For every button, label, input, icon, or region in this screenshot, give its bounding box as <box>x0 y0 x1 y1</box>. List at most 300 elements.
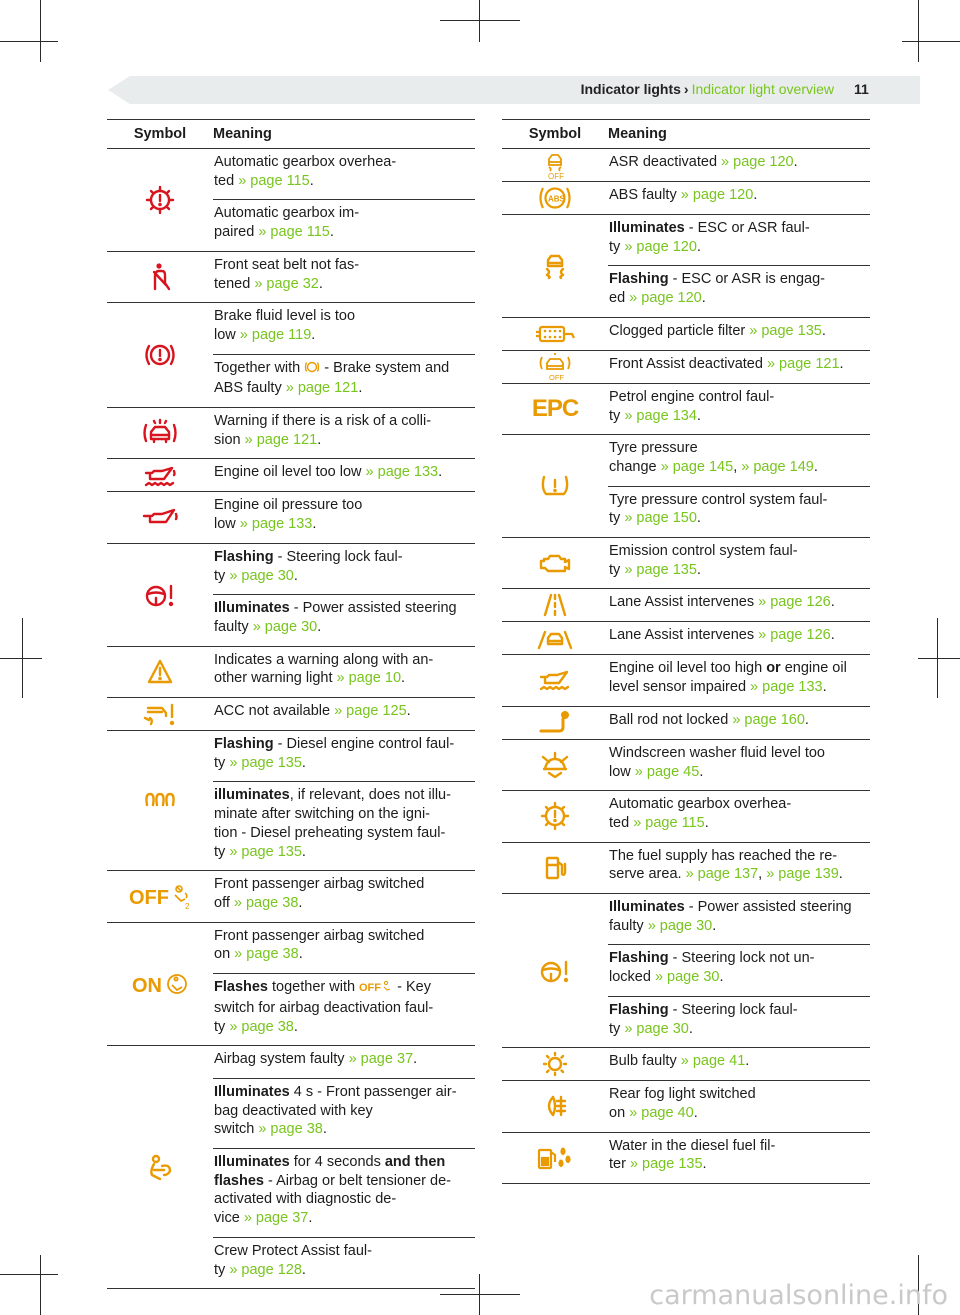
meaning-text <box>608 894 870 944</box>
page-reference-link[interactable]: » page 120 <box>624 238 697 255</box>
symbol-cell <box>502 740 608 790</box>
text-segment: Front passenger airbag switched off <box>214 876 425 911</box>
meaning-text <box>608 1081 870 1131</box>
page-reference-link[interactable]: » page 30 <box>229 567 294 584</box>
text-segment: . <box>793 154 798 170</box>
table-body <box>107 149 475 1289</box>
page-reference-link[interactable]: » page 37 <box>348 1051 414 1068</box>
symbol-cell <box>502 215 608 317</box>
symbol-cell <box>502 182 608 214</box>
text-segment: . <box>438 464 443 481</box>
text-segment: Bulb faulty <box>609 1053 681 1070</box>
meaning-text <box>213 149 475 199</box>
bold-text: Flashing <box>609 1001 669 1018</box>
text-segment: Clogged particle filter <box>609 322 750 339</box>
collision-warning-icon <box>140 417 180 449</box>
svg-text:OFF: OFF <box>359 982 382 994</box>
meaning-cell <box>213 544 475 646</box>
crop-mark <box>40 0 41 62</box>
oil-level-icon <box>140 459 180 491</box>
page-number: 11 <box>854 81 869 97</box>
text-segment: . <box>311 326 316 343</box>
breadcrumb-subsection[interactable]: Indicator light overview <box>691 81 834 97</box>
meaning-cell <box>213 149 475 251</box>
symbol-column-header: Symbol <box>528 126 582 142</box>
meaning-text <box>213 459 475 491</box>
page-reference-link[interactable]: » page 145 <box>660 458 734 475</box>
engine-check-icon <box>535 547 575 579</box>
text-segment: , <box>733 458 742 475</box>
text-segment: Tyre pressure control system faul- ty <box>609 491 828 527</box>
symbol-cell <box>502 1133 608 1183</box>
page-reference-link[interactable]: » page 41 <box>680 1053 746 1070</box>
page-reference-link[interactable]: » page 135 <box>624 561 697 578</box>
meaning-cell <box>608 149 870 181</box>
text-segment: Front Assist deactivated <box>609 355 767 372</box>
meaning-cell <box>213 459 475 491</box>
symbol-cell <box>107 303 213 407</box>
text-segment: , if relevant, does not illu- minate after switching on the igni- tion - Diesel preheating system faul- ty <box>214 787 451 860</box>
symbol-cell <box>502 589 608 621</box>
meaning-text <box>213 923 475 973</box>
page-reference-link[interactable]: » page 40 <box>629 1104 694 1121</box>
meaning-cell <box>608 215 870 317</box>
page-reference-link[interactable]: » page 139 <box>766 866 839 883</box>
abs-icon <box>535 182 575 214</box>
table-row <box>502 182 870 215</box>
page-reference-link[interactable]: » page 149 <box>741 458 814 475</box>
table-row <box>502 149 870 182</box>
text-segment: . <box>298 946 303 963</box>
table-row <box>107 871 475 922</box>
bulb-fault-icon <box>535 1048 575 1080</box>
text-segment: Tyre pressure change <box>609 440 698 475</box>
meaning-text <box>213 252 475 302</box>
text-segment: . <box>301 754 306 771</box>
text-segment: - Steering lock faul- ty <box>609 1001 798 1037</box>
page-reference-link[interactable]: » page 121 <box>285 380 359 397</box>
text-segment: . <box>753 187 758 203</box>
symbol-cell <box>107 492 213 542</box>
svg-text:OFF: OFF <box>548 172 564 181</box>
text-segment: , <box>758 866 767 883</box>
bold-text: Illuminates <box>214 1154 290 1171</box>
crop-mark <box>0 41 58 42</box>
meaning-cell <box>608 1081 870 1131</box>
gearbox-overheat-icon <box>140 184 180 216</box>
svg-text:ON: ON <box>132 974 162 997</box>
symbol-cell <box>107 871 213 921</box>
text-segment: . <box>293 567 298 584</box>
meaning-text <box>213 871 475 921</box>
steering-fault-icon <box>535 955 575 987</box>
bold-text: Illuminates <box>609 220 685 236</box>
airbag-on-icon <box>132 969 188 999</box>
meaning-text <box>608 791 870 841</box>
meaning-cell <box>608 843 870 893</box>
symbol-cell <box>107 408 213 458</box>
page-reference-link[interactable]: » page 10 <box>336 670 402 687</box>
meaning-cell <box>213 698 475 730</box>
airbag-fault-icon <box>140 1151 180 1183</box>
page-reference-link[interactable]: » page 30 <box>624 1020 689 1037</box>
meaning-text <box>213 408 475 458</box>
meaning-text <box>608 996 870 1047</box>
page-reference-link[interactable]: » page 120 <box>680 187 754 203</box>
meaning-text <box>608 944 870 995</box>
text-segment: . <box>696 407 701 424</box>
page-reference-link[interactable]: » page 126 <box>758 594 831 611</box>
page-reference-link[interactable]: » page 115 <box>258 224 330 241</box>
bold-text: or <box>766 660 781 677</box>
glow-plug-icon <box>140 785 180 817</box>
meaning-cell <box>608 740 870 790</box>
table-row <box>502 843 870 894</box>
text-segment: . <box>298 894 303 911</box>
text-segment: . <box>822 679 827 696</box>
text-segment: . <box>301 1261 306 1278</box>
text-segment: . <box>745 1053 750 1070</box>
crop-mark <box>0 1274 58 1275</box>
page-reference-link[interactable]: » page 135 <box>749 322 822 339</box>
table-row <box>107 149 475 252</box>
text-segment: - Brake system and ABS faulty <box>214 359 450 397</box>
symbol-cell <box>502 791 608 841</box>
table-row <box>107 647 475 698</box>
text-segment: Airbag system faulty <box>214 1051 349 1068</box>
symbol-cell <box>502 655 608 705</box>
symbol-cell <box>502 894 608 1047</box>
meaning-text <box>608 740 870 790</box>
symbol-cell <box>107 459 213 491</box>
text-segment: . <box>301 843 306 860</box>
meaning-text <box>608 351 870 383</box>
text-segment: . <box>813 458 818 475</box>
meaning-text <box>608 215 870 265</box>
warning-triangle-icon <box>140 656 180 688</box>
text-segment: . <box>838 866 843 883</box>
text-segment: . <box>688 1020 693 1037</box>
meaning-cell <box>608 1048 870 1080</box>
meaning-cell <box>213 923 475 1046</box>
text-segment: Engine oil level too high <box>609 660 767 677</box>
crop-mark <box>479 0 480 42</box>
page-reference-link[interactable]: » page 150 <box>624 510 697 527</box>
text-segment: . <box>318 275 323 292</box>
text-segment: Indicates a warning along with an- other warning light <box>214 651 434 687</box>
table-row <box>107 731 475 871</box>
page-reference-link[interactable]: » page 38 <box>233 894 299 911</box>
svg-text:2: 2 <box>185 902 190 912</box>
svg-text:OFF: OFF <box>549 372 564 382</box>
table-row <box>502 791 870 842</box>
table-row <box>107 252 475 303</box>
crop-mark <box>918 658 960 659</box>
text-segment: . <box>693 1104 698 1121</box>
page-reference-link[interactable]: » page 135 <box>629 1156 703 1173</box>
symbol-cell <box>502 384 608 434</box>
page-reference-link[interactable]: » page 32 <box>254 275 319 292</box>
abs-inline-icon <box>304 360 320 380</box>
text-segment: . <box>329 224 334 241</box>
meaning-cell <box>213 731 475 870</box>
symbol-cell <box>107 731 213 870</box>
meaning-column-header: Meaning <box>608 126 667 142</box>
meaning-cell <box>608 182 870 214</box>
page-reference-link[interactable]: » page 133 <box>239 516 313 533</box>
meaning-text <box>608 655 870 705</box>
meaning-text <box>213 1148 475 1237</box>
symbol-cell <box>502 843 608 893</box>
meaning-cell <box>608 589 870 621</box>
particle-filter-icon <box>532 318 578 350</box>
text-segment: . <box>830 594 835 611</box>
page-reference-link[interactable]: » page 30 <box>654 969 720 986</box>
text-segment: The fuel supply has reached the re- serve area. <box>609 847 838 883</box>
steering-fault-icon <box>140 579 180 611</box>
meaning-text <box>213 199 475 250</box>
text-segment: . <box>719 969 724 986</box>
meaning-text <box>213 781 475 870</box>
table-row <box>502 655 870 706</box>
text-segment: Automatic gearbox im- paired <box>214 205 360 241</box>
page-reference-link[interactable]: » page 30 <box>647 917 713 934</box>
page-reference-link[interactable]: » page 115 <box>633 814 705 831</box>
table-row <box>502 894 870 1048</box>
symbol-cell <box>107 698 213 730</box>
meaning-cell <box>608 791 870 841</box>
table-row <box>107 459 475 492</box>
washer-fluid-icon <box>535 749 575 781</box>
indicator-table-left <box>107 119 475 1289</box>
meaning-text <box>608 622 870 654</box>
bold-text: and then flashes <box>214 1154 446 1189</box>
page-reference-link[interactable]: » page 120 <box>721 154 794 170</box>
text-segment: together with <box>268 979 360 996</box>
text-segment: - Airbag or belt tensioner de- activated with diagnostic de- vice <box>214 1172 451 1227</box>
text-segment: Engine oil pressure too low <box>214 497 363 533</box>
text-segment: Emission control system faul- ty <box>609 543 798 578</box>
text-segment: - ESC or ASR faul- ty <box>609 220 810 255</box>
meaning-text <box>213 544 475 594</box>
table-row <box>502 318 870 351</box>
watermark: carmanualsonline.info <box>649 1280 948 1311</box>
meaning-cell <box>608 435 870 537</box>
lane-assist-icon <box>535 589 575 621</box>
text-segment: . <box>317 431 322 448</box>
text-segment: . <box>712 917 717 934</box>
text-segment: - Steering lock not un- locked <box>609 950 815 986</box>
symbol-cell <box>502 435 608 537</box>
airbag-off-icon <box>129 881 191 911</box>
text-segment: . <box>839 355 844 372</box>
breadcrumb-separator: › <box>683 81 689 97</box>
breadcrumb-section: Indicator lights <box>580 81 681 97</box>
text-segment: . <box>702 1156 707 1173</box>
meaning-cell <box>608 707 870 739</box>
page-reference-link[interactable]: » page 121 <box>766 355 840 372</box>
meaning-text <box>213 354 475 407</box>
table-row <box>107 303 475 408</box>
symbol-cell <box>502 318 608 350</box>
lane-assist-car-icon <box>535 622 575 654</box>
airbag-off-inline-icon <box>359 979 393 999</box>
crop-mark <box>440 20 520 21</box>
bold-text: Flashing <box>214 736 274 753</box>
page-reference-link[interactable]: » page 135 <box>229 843 302 860</box>
water-in-fuel-icon <box>533 1142 577 1174</box>
page-reference-link[interactable]: » page 120 <box>629 290 702 307</box>
table-row <box>502 1048 870 1081</box>
meaning-text <box>608 435 870 485</box>
page-reference-link[interactable]: » page 125 <box>334 703 407 720</box>
text-segment: . <box>701 290 706 307</box>
meaning-text <box>608 318 870 350</box>
table-row <box>502 1133 870 1184</box>
asr-off-icon <box>535 149 575 181</box>
page-reference-link[interactable]: » page 121 <box>244 431 318 448</box>
tow-bar-icon <box>535 707 575 739</box>
text-segment: Together with <box>214 359 305 376</box>
text-segment: Warning if there is a risk of a colli- sion <box>214 413 432 448</box>
meaning-text <box>608 538 870 588</box>
page-reference-link[interactable]: » page 30 <box>252 618 318 635</box>
table-row <box>502 622 870 655</box>
symbol-cell <box>502 351 608 383</box>
fuel-reserve-icon <box>535 852 575 884</box>
text-segment: . <box>293 1018 298 1035</box>
text-segment: - Diesel engine control faul- ty <box>214 736 455 771</box>
page-reference-link[interactable]: » page 126 <box>758 627 831 644</box>
svg-text:OFF: OFF <box>129 887 169 910</box>
table-row <box>502 740 870 791</box>
page-reference-link[interactable]: » page 115 <box>238 172 310 189</box>
page-reference-link[interactable]: » page 38 <box>258 1121 323 1138</box>
meaning-text <box>608 182 870 214</box>
table-row <box>502 351 870 384</box>
text-segment: . <box>317 618 322 635</box>
text-segment: . <box>358 380 363 397</box>
bold-text: Flashing <box>609 950 669 967</box>
table-row <box>107 923 475 1047</box>
bold-text: Illuminates <box>214 600 290 617</box>
rear-fog-icon <box>535 1090 575 1122</box>
brake-fluid-icon <box>140 339 180 371</box>
symbol-cell <box>107 923 213 1046</box>
page-reference-link[interactable]: » page 160 <box>732 711 805 728</box>
text-segment: Crew Protect Assist faul- ty <box>214 1242 372 1278</box>
meaning-cell <box>213 647 475 697</box>
page-reference-link[interactable]: » page 137 <box>685 866 759 883</box>
text-segment: Water in the diesel fuel fil- ter <box>609 1137 776 1173</box>
esc-icon <box>535 250 575 282</box>
text-segment: - Power assisted steering faulty <box>214 600 457 635</box>
meaning-cell <box>213 303 475 407</box>
page-reference-link[interactable]: » page 133 <box>365 464 439 481</box>
symbol-cell <box>502 1048 608 1080</box>
text-segment: ASR deactivated <box>609 154 722 170</box>
meaning-text <box>213 1237 475 1288</box>
text-segment: . <box>699 763 704 780</box>
meaning-cell <box>608 655 870 705</box>
crop-mark <box>902 41 960 42</box>
page-reference-link[interactable]: » page 133 <box>750 679 823 696</box>
page-reference-link[interactable]: » page 37 <box>243 1210 309 1227</box>
page-reference-link[interactable]: » page 119 <box>239 326 312 343</box>
page-reference-link[interactable]: » page 38 <box>234 946 299 963</box>
meaning-cell <box>213 492 475 542</box>
text-segment: Front passenger airbag switched on <box>214 927 425 963</box>
meaning-text <box>213 303 475 353</box>
text-segment: - Key switch for airbag deactivation faul- ty <box>214 979 434 1035</box>
text-segment: Automatic gearbox overhea- ted <box>609 796 792 831</box>
meaning-text <box>213 698 475 730</box>
table-header <box>107 119 475 149</box>
table-row <box>502 384 870 435</box>
meaning-text <box>213 492 475 542</box>
meaning-cell <box>608 351 870 383</box>
text-segment: . <box>413 1051 418 1068</box>
symbol-cell <box>107 1046 213 1288</box>
text-segment: ACC not available <box>214 703 335 720</box>
table-row <box>502 589 870 622</box>
symbol-cell <box>107 647 213 697</box>
breadcrumb <box>581 81 834 97</box>
text-segment: Ball rod not locked <box>609 711 733 728</box>
page-reference-link[interactable]: » page 135 <box>229 754 302 771</box>
table-row <box>502 1081 870 1132</box>
meaning-text <box>608 265 870 316</box>
meaning-text <box>608 149 870 181</box>
text-segment: Windscreen washer fluid level too low <box>609 744 825 780</box>
text-segment: . <box>308 1210 313 1227</box>
meaning-cell <box>213 408 475 458</box>
meaning-text <box>608 843 870 893</box>
crop-mark <box>0 658 42 659</box>
text-segment: - ESC or ASR is engag- ed <box>609 271 825 307</box>
text-segment: engine oil level sensor impaired <box>609 660 847 696</box>
page-reference-link[interactable]: » page 38 <box>229 1018 294 1035</box>
table-body <box>502 149 870 1184</box>
meaning-text <box>608 707 870 739</box>
table-row <box>107 698 475 731</box>
text-segment: . <box>821 322 826 339</box>
symbol-column-header: Symbol <box>133 126 187 142</box>
meaning-cell <box>608 1133 870 1183</box>
text-segment: Automatic gearbox overhea- ted <box>214 154 397 189</box>
epc-icon: EPC <box>531 395 579 423</box>
text-segment: 4 s - Front passenger air- bag deactivated with key switch <box>214 1083 457 1138</box>
page-reference-link[interactable]: » page 134 <box>624 407 697 424</box>
text-segment: Engine oil level too low <box>214 464 366 481</box>
page-reference-link[interactable]: » page 128 <box>229 1261 302 1278</box>
meaning-text <box>213 647 475 697</box>
text-segment: Front seat belt not fas- tened <box>214 256 360 292</box>
text-segment: Lane Assist intervenes <box>609 627 759 644</box>
text-segment: . <box>696 238 701 255</box>
text-segment: - Steering lock faul- ty <box>214 548 403 584</box>
bold-text: Flashing <box>214 548 274 565</box>
symbol-cell <box>502 707 608 739</box>
symbol-cell <box>107 252 213 302</box>
crop-mark <box>440 1294 520 1295</box>
text-segment: . <box>401 670 406 687</box>
meaning-column-header: Meaning <box>213 126 272 142</box>
page-reference-link[interactable]: » page 45 <box>634 763 700 780</box>
text-segment: Brake fluid level is too low <box>214 308 356 343</box>
table-row <box>502 435 870 538</box>
meaning-text <box>608 486 870 537</box>
